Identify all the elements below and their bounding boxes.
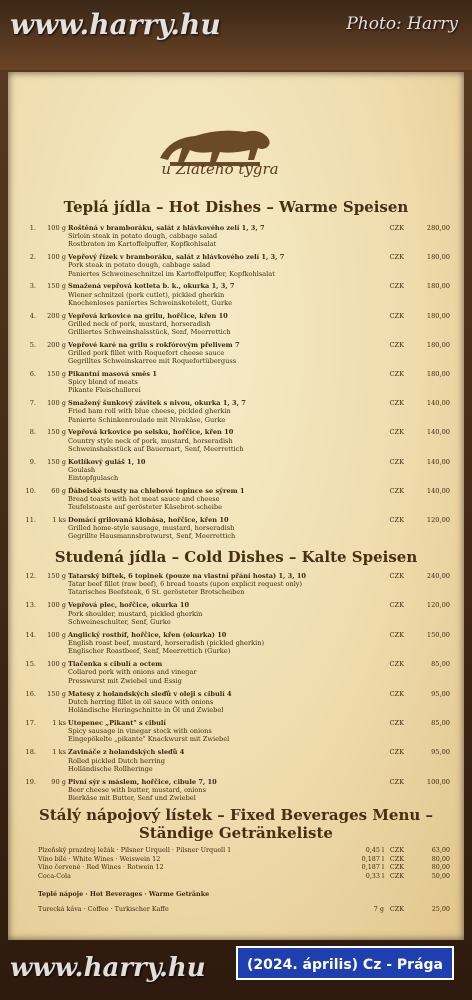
item-currency: CZK — [389, 660, 404, 669]
item-name: Zavináče z holandských sleďů 4 — [68, 748, 185, 757]
beverage-volume: 0,187 l — [361, 863, 384, 872]
item-translation: Grilled pork fillet with Roquefort cheese sauce — [68, 348, 225, 357]
item-translation: Panierte Schinkenroulade mit Nivakäse, Gurke — [68, 415, 226, 424]
item-translation: Pikante Fleischallerei — [68, 386, 141, 395]
item-translation: Grilliertes Schweinshalsstück, Senf, Meerrettich — [68, 327, 231, 336]
item-translation: Grilled neck of pork, mustard, horseradish — [68, 319, 211, 328]
item-price: 140,00 — [426, 399, 450, 408]
item-quantity: 200 g — [47, 311, 66, 320]
item-number: 13. — [25, 601, 36, 610]
item-price: 95,00 — [431, 689, 450, 698]
item-quantity: 100 g — [47, 630, 66, 639]
hot-dishes-title: Teplá jídla – Hot Dishes – Warme Speisen — [63, 198, 409, 216]
beverage-currency: CZK — [389, 871, 404, 880]
beverage-volume: 0,33 l — [365, 871, 384, 880]
item-quantity: 100 g — [47, 253, 66, 262]
beverage-volume: 0,187 l — [361, 854, 384, 863]
item-currency: CZK — [389, 777, 404, 786]
item-translation: Dutch herring fillet in oil sauce with onions — [68, 697, 214, 706]
item-name: Domácí grilovaná klobása, hořčice, křen 10 — [68, 516, 229, 524]
item-translation: Knochenloses paniertes Schweinskotelett, Gurke — [68, 298, 232, 307]
watermark-site-top: www.harry.hu — [10, 8, 221, 41]
item-quantity: 100 g — [47, 601, 66, 610]
item-quantity: 90 g — [51, 777, 66, 786]
item-translation: Englischer Roastbeef, Senf, Meerrettich (Gurke) — [68, 647, 231, 656]
item-currency: CZK — [389, 748, 404, 757]
item-quantity: 1 ks — [52, 516, 66, 524]
item-translation: Spicy blend of meats — [68, 378, 138, 387]
item-number: 16. — [25, 689, 36, 698]
item-translation: Schweineschulter, Senf, Gurke — [68, 617, 171, 626]
item-currency: CZK — [389, 428, 404, 437]
item-translation: English roast beef, mustard, horseradish (pickled gherkin) — [68, 638, 265, 647]
item-number: 17. — [25, 719, 36, 727]
item-currency: CZK — [389, 340, 404, 349]
item-price: 140,00 — [426, 428, 450, 437]
item-price: 85,00 — [431, 660, 450, 669]
item-number: 6. — [29, 370, 36, 378]
item-translation: Rostbraten im Kartoffelpuffer, Kopfkohlsalat — [68, 240, 217, 249]
item-translation: Eintopfgulasch — [68, 473, 119, 482]
item-number: 14. — [25, 630, 36, 639]
item-translation: Gegrilltes Schweinskarree mit Roquefortüberguss — [68, 357, 237, 366]
item-name: Tlačenka s cibulí a octem — [68, 660, 163, 669]
item-number: 2. — [29, 253, 36, 262]
item-quantity: 1 ks — [52, 719, 66, 727]
item-name: Vepřové karé na grilu s rokfórovým přelivem 7 — [68, 340, 240, 349]
item-translation: Country style neck of pork, mustard, horseradish — [68, 436, 233, 445]
item-currency: CZK — [389, 282, 404, 291]
item-currency: CZK — [389, 572, 404, 580]
item-quantity: 150 g — [47, 689, 66, 698]
item-name: Smažená vepřová kotleta b. k., okurka 1, 3, 7 — [68, 282, 235, 291]
item-currency: CZK — [389, 630, 404, 639]
item-currency: CZK — [389, 311, 404, 320]
item-name: Utopenec „Pikant" s cibulí — [68, 719, 166, 727]
item-name: Pivní sýr s máslem, hořčice, cibule 7, 10 — [68, 777, 217, 786]
logo-text: u Zlatého tygra — [161, 160, 279, 178]
hot-beverages-label: Teplé nápoje · Hot Beverages · Warme Getränke — [38, 890, 210, 898]
beverages-title-2: Ständige Getränkeliste — [139, 824, 333, 842]
item-translation: Teufelstoaste auf gerösteter Käsebrot-scheibe — [68, 503, 222, 512]
item-quantity: 150 g — [47, 370, 66, 378]
item-currency: CZK — [389, 486, 404, 495]
item-quantity: 150 g — [47, 457, 66, 466]
item-price: 180,00 — [426, 370, 450, 378]
item-translation: Pork shoulder, mustard, pickled gherkin — [68, 609, 203, 618]
item-price: 180,00 — [426, 282, 450, 291]
beverage-currency: CZK — [389, 863, 404, 872]
item-translation: Schweinshalsstück auf Bauernart, Senf, Meerrettich — [68, 444, 244, 453]
item-translation: Collared pork with onions and vinegar — [68, 668, 197, 677]
item-translation: Grilled home-style sausage, mustard, horseradish — [68, 524, 235, 533]
item-quantity: 1 ks — [52, 748, 66, 757]
item-currency: CZK — [389, 399, 404, 408]
item-price: 85,00 — [431, 719, 450, 727]
item-name: Vepřová plec, hořčice, okurka 10 — [68, 601, 190, 610]
item-name: Vepřová krkovice na grilu, hořčice, křen 10 — [68, 311, 228, 320]
item-name: Tatarský biftek, 6 topinek (pouze na vlastní přání hosta) 1, 3, 10 — [68, 572, 306, 580]
item-price: 150,00 — [426, 630, 450, 639]
item-currency: CZK — [389, 516, 404, 524]
item-number: 11. — [25, 516, 36, 524]
item-name: Vepřová krkovice po selsku, hořčice, křen 10 — [68, 428, 234, 437]
item-currency: CZK — [389, 253, 404, 262]
item-price: 180,00 — [426, 253, 450, 262]
item-number: 1. — [29, 224, 36, 232]
watermark-site-bottom: www.harry.hu — [10, 953, 206, 983]
beverage-price: 50,00 — [431, 871, 450, 880]
item-translation: Spicy sausage in vinegar stock with onions — [68, 727, 212, 736]
beverage-price: 63,00 — [431, 846, 450, 854]
item-price: 180,00 — [426, 311, 450, 320]
item-quantity: 150 g — [47, 572, 66, 580]
item-number: 18. — [25, 748, 36, 757]
item-quantity: 150 g — [47, 282, 66, 291]
item-translation: Wiener schnitzel (pork cutlet), pickled gherkin — [68, 290, 225, 299]
item-price: 180,00 — [426, 340, 450, 349]
item-translation: Pork steak in potato dough, cabbage salad — [68, 261, 211, 270]
item-quantity: 150 g — [47, 428, 66, 437]
item-translation: Tatarisches Beefsteak, 6 St. gerösteter Brotscheiben — [68, 588, 245, 597]
item-translation: Holändische Heringschnitte in Öl und Zwiebel — [68, 705, 224, 714]
beverage-price: 80,00 — [431, 863, 450, 872]
item-name: Kotlíkový guláš 1, 10 — [68, 457, 146, 466]
beverage-name: Víno bílé · White Wines · Weiswein 12 — [38, 854, 161, 863]
item-price: 120,00 — [426, 516, 450, 524]
item-currency: CZK — [389, 224, 404, 232]
item-translation: Presswurst mit Zwiebel und Essig — [68, 676, 182, 685]
beverage-currency: CZK — [389, 854, 404, 863]
coffee-name: Turecká káva · Coffee · Turkischer Kaffe — [38, 905, 169, 913]
item-price: 140,00 — [426, 486, 450, 495]
item-price: 95,00 — [431, 748, 450, 757]
item-translation: Bread toasts with hot meat sauce and cheese — [68, 494, 220, 503]
item-currency: CZK — [389, 601, 404, 610]
item-name: Anglický rostbíf, hořčice, křen (okurka) 10 — [68, 630, 227, 639]
item-currency: CZK — [389, 457, 404, 466]
item-translation: Bierkäse mit Butter, Senf und Zwiebel — [68, 794, 196, 803]
item-translation: Tatar beef fillet (raw beef), 6 bread toasts (upon explicit request only) — [68, 580, 303, 589]
item-quantity: 100 g — [47, 660, 66, 669]
item-price: 140,00 — [426, 457, 450, 466]
item-translation: Sirloin steak in potato dough, cabbage salad — [68, 232, 218, 241]
item-price: 100,00 — [426, 777, 450, 786]
item-currency: CZK — [389, 719, 404, 727]
item-number: 5. — [29, 340, 36, 349]
item-translation: Fried ham roll with blue cheese, pickled gherkin — [68, 407, 231, 416]
item-quantity: 100 g — [47, 224, 66, 232]
beverage-volume: 0,45 l — [365, 846, 384, 854]
item-number: 4. — [29, 311, 36, 320]
coffee-currency: CZK — [389, 905, 404, 913]
item-name: Smažený šunkový závitek s nivou, okurka 1, 3, 7 — [68, 399, 246, 408]
beverage-currency: CZK — [389, 846, 404, 854]
item-translation: Gegrillte Hausmannsbratwurst, Senf, Meerrettich — [68, 532, 236, 541]
item-number: 3. — [29, 282, 36, 291]
beverage-name: Víno červené · Red Wines · Rotwein 12 — [38, 863, 164, 872]
item-currency: CZK — [389, 370, 404, 378]
item-name: Matesy z holandských sleďů v oleji s cibulí 4 — [68, 689, 232, 698]
item-translation: Goulash — [68, 465, 96, 474]
item-translation: Paniertes Schweineschnitzel im Kartoffelpuffer, Kopfkohlsalat — [68, 269, 275, 278]
beverages-title-1: Stálý nápojový lístek – Fixed Beverages Menu – — [39, 806, 433, 824]
item-number: 10. — [25, 486, 36, 495]
item-number: 12. — [25, 572, 36, 580]
item-price: 120,00 — [426, 601, 450, 610]
item-quantity: 200 g — [47, 340, 66, 349]
beverage-name: Plzeňský prazdroj ležák · Pilsner Urquell · Pilsner Urquell 1 — [38, 846, 232, 854]
item-translation: Eingepökelte „pikante" Knackwurst mit Zwiebel — [68, 735, 230, 744]
item-number: 19. — [25, 777, 36, 786]
item-price: 280,00 — [426, 224, 450, 232]
item-number: 9. — [29, 457, 36, 466]
beverage-price: 80,00 — [431, 854, 450, 863]
photo-caption: (2024. április) Cz - Prága — [236, 946, 454, 980]
item-translation: Beer cheese with butter, mustard, onions — [68, 785, 207, 794]
item-number: 15. — [25, 660, 36, 669]
item-quantity: 100 g — [47, 399, 66, 408]
item-number: 7. — [29, 399, 36, 408]
item-translation: Holländische Rollheringe — [68, 764, 153, 773]
item-name: Roštěná v bramboráku, salát z hlávkového zelí 1, 3, 7 — [68, 224, 265, 232]
item-currency: CZK — [389, 689, 404, 698]
cold-dishes-title: Studená jídla – Cold Dishes – Kalte Speisen — [54, 548, 418, 566]
item-quantity: 60 g — [51, 486, 66, 495]
item-price: 240,00 — [426, 572, 450, 580]
item-number: 8. — [29, 428, 36, 437]
item-name: Pikantní masová směs 1 — [68, 370, 157, 378]
item-name: Ďábelské tousty na chlebové topince se sýrem 1 — [68, 486, 245, 495]
item-translation: Rolled pickled Dutch herring — [68, 756, 165, 765]
beverage-name: Coca-Cola — [38, 871, 71, 880]
watermark-photo: Photo: Harry — [346, 14, 458, 34]
coffee-volume: 7 g — [373, 905, 384, 913]
item-name: Vepřový řízek v bramboráku, salát z hlávkového zelí 1, 3, 7 — [68, 253, 285, 262]
coffee-price: 25,00 — [431, 905, 450, 913]
